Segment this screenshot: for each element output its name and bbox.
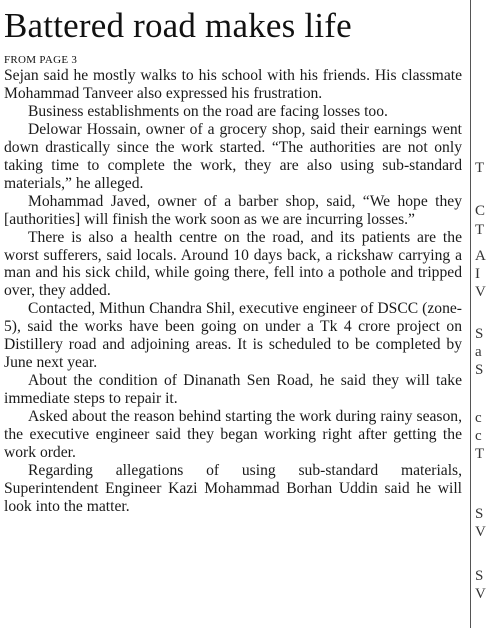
adjacent-column-letter: C — [475, 203, 486, 219]
adjacent-column-letter: I — [475, 266, 480, 282]
adjacent-column-letter: T — [475, 446, 485, 462]
adjacent-column-letter: T — [475, 160, 485, 176]
adjacent-column-letter: S — [475, 568, 484, 584]
paragraph: Contacted, Mithun Chandra Shil, executive engineer of DSCC (zone-5), said the works have been going on under a Tk 4 crore project on Distillery road and adjoining areas. It is scheduled to be completed by June next year. — [4, 300, 462, 372]
adjacent-column-letter: S — [475, 326, 484, 342]
paragraph: Mohammad Javed, owner of a barber shop, said, “We hope they [authorities] will finish the work soon as we are incurring losses.” — [4, 192, 462, 228]
column-divider — [470, 0, 471, 628]
article-body — [4, 67, 462, 516]
paragraph: Regarding allegations of using sub-standard materials, Superintendent Engineer Kazi Mohammad Borhan Uddin said he will look into the matter. — [4, 461, 462, 515]
adjacent-column-letter: V — [475, 586, 486, 602]
continuation-label: FROM PAGE 3 — [4, 54, 78, 66]
adjacent-column-letter: V — [475, 524, 486, 540]
adjacent-column-letter: T — [475, 222, 485, 238]
adjacent-column-letter: A — [475, 248, 486, 264]
paragraph: Delowar Hossain, owner of a grocery shop, said their earnings went down drastically since the work started. “The authorities are not only taking time to complete the work, they are also using sub-standard materials,” he alleged. — [4, 120, 462, 192]
headline: Battered road makes life — [4, 6, 352, 45]
paragraph: Asked about the reason behind starting the work during rainy season, the executive engineer said they began working right after getting the work order. — [4, 408, 462, 462]
adjacent-column-letter: c — [475, 410, 482, 426]
adjacent-column-edge — [475, 0, 487, 628]
adjacent-column-letter: S — [475, 506, 484, 522]
adjacent-column-letter: V — [475, 284, 486, 300]
adjacent-column-letter: S — [475, 362, 484, 378]
paragraph: Business establishments on the road are facing losses too. — [28, 102, 388, 120]
paragraph: There is also a health centre on the road, and its patients are the worst sufferers, said locals. Around 10 days back, a rickshaw carrying a man and his sick child, while going there, fell into a pothole and tripped over, they added. — [4, 228, 462, 300]
adjacent-column-letter: a — [475, 344, 482, 360]
paragraph: About the condition of Dinanath Sen Road, he said they will take immediate steps to repair it. — [4, 372, 462, 408]
adjacent-column-letter: c — [475, 428, 482, 444]
paragraph: Sejan said he mostly walks to his school with his friends. His classmate Mohammad Tanveer also expressed his frustration. — [4, 67, 462, 102]
